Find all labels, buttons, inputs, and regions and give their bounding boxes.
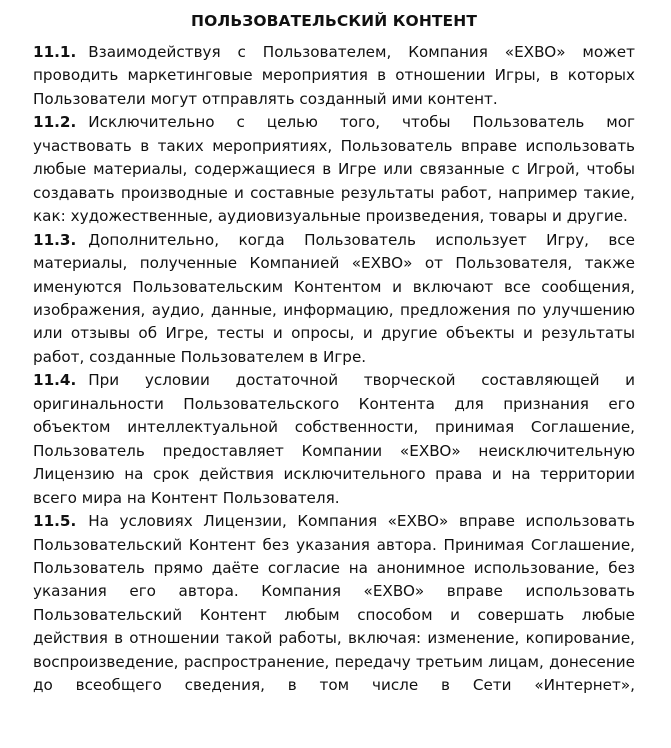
clause-text: Исключительно с целью того, чтобы Пользователь мог участвовать в таких мероприятиях, Пользователь вправе использовать любые материалы, содержащиеся в Игре или связанные с Игрой, чтобы создавать производные и составные результаты работ, например такие, как: художественные, аудиовизуальные произведения, товары и другие. (33, 113, 635, 226)
clause-text: Взаимодействуя с Пользователем, Компания «EXBO» может проводить маркетинговые мероприятия в отношении Игры, в которых Пользователи могут отправлять созданный ими контент. (33, 43, 635, 108)
clause-number: 11.3. (33, 230, 77, 249)
section-title: ПОЛЬЗОВАТЕЛЬСКИЙ КОНТЕНТ (191, 12, 477, 30)
clause-text: На условиях Лицензии, Компания «EXBO» вправе использовать Пользовательский Контент без указания автора. Принимая Соглашение, Пользователь прямо даёте согласие на анонимное использование, без указания его автора. Компания «EXBO» вправе использовать Пользовательский Контент любым способом и совершать любые действия в отношении такой работы, включая: изменение, копирование, воспроизведение, распространение, передачу третьим лицам, донесение до всеобщего сведения, в том числе в Сети «Интернет», (33, 512, 635, 695)
clause-11-4 (33, 369, 635, 510)
clause-number: 11.2. (33, 113, 77, 132)
clause-11-1 (33, 41, 635, 111)
document-page (33, 10, 635, 698)
clause-text: Дополнительно, когда Пользователь использует Игру, все материалы, полученные Компанией «EXBO» от Пользователя, также именуются Пользовательским Контентом и включают все сообщения, изображения, аудио, данные, информацию, предложения по улучшению или отзывы об Игре, тесты и опросы, и другие объекты и результаты работ, созданные Пользователем в Игре. (33, 230, 635, 366)
clause-number: 11.5. (33, 512, 77, 531)
clause-11-3 (33, 229, 635, 370)
clause-11-5 (33, 510, 635, 698)
clause-number: 11.4. (33, 371, 77, 390)
clause-text: При условии достаточной творческой составляющей и оригинальности Пользовательского Контента для признания его объектом интеллектуальной собственности, принимая Соглашение, Пользователь предоставляет Компании «EXBO» неисключительную Лицензию на срок действия исключительного права и на территории всего мира на Контент Пользователя. (33, 371, 635, 507)
clause-number: 11.1. (33, 43, 77, 61)
clause-11-2 (33, 111, 635, 228)
